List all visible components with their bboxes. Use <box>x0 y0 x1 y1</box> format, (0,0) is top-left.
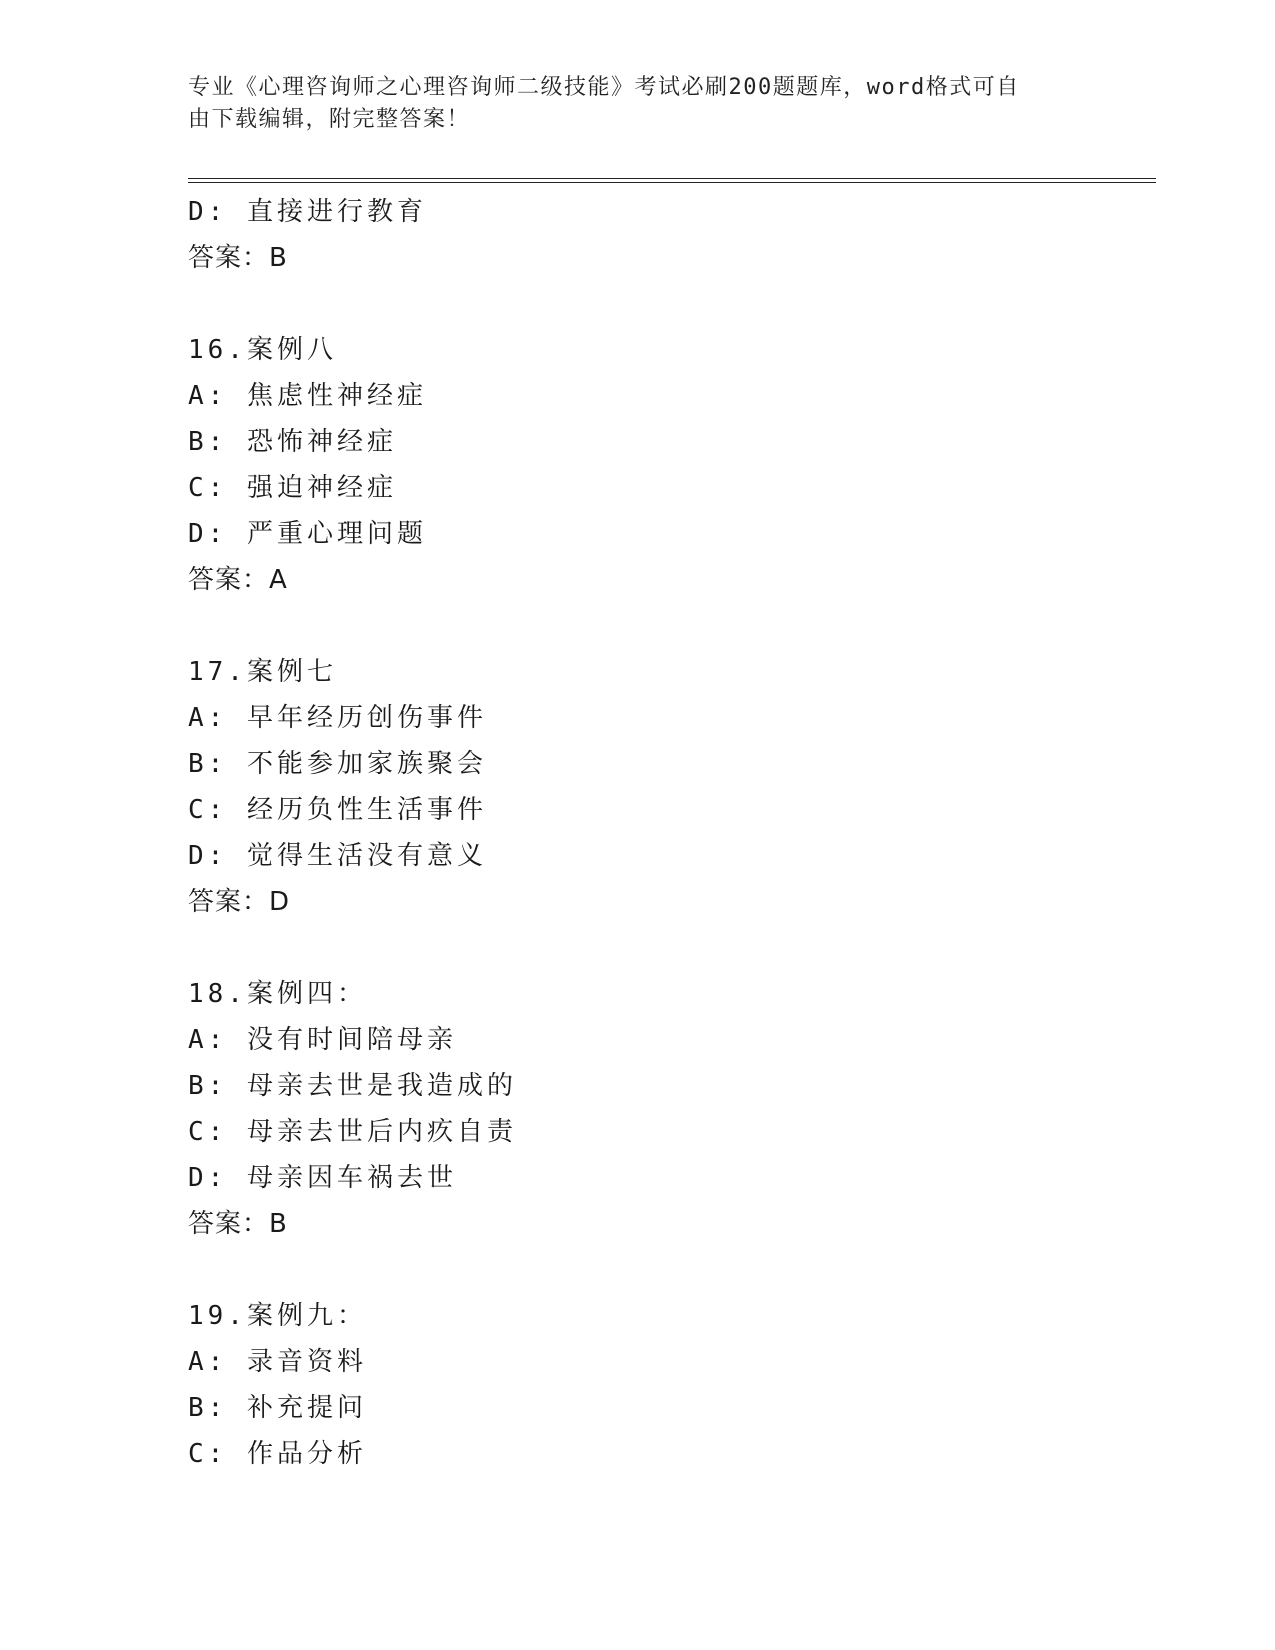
document-header <box>188 72 1068 136</box>
question-list <box>188 189 1088 1477</box>
option-d: D: 直接进行教育 <box>188 197 427 227</box>
question-title: 16.案例八 <box>188 335 337 365</box>
option-b: B: 母亲去世是我造成的 <box>188 1071 517 1101</box>
option-d: D: 觉得生活没有意义 <box>188 841 487 871</box>
header-divider-top <box>188 178 1156 179</box>
header-divider-bottom <box>188 182 1156 183</box>
question-16 <box>188 327 1088 603</box>
answer-line: 答案：B <box>188 243 288 273</box>
option-d: D: 严重心理问题 <box>188 519 427 549</box>
answer-line: 答案：A <box>188 565 288 595</box>
header-line-1: 专业《心理咨询师之心理咨询师二级技能》考试必刷200题题库，word格式可自 <box>188 75 1020 100</box>
question-title: 19.案例九： <box>188 1301 367 1331</box>
header-line-2: 由下载编辑，附完整答案！ <box>188 107 471 132</box>
option-b: B: 不能参加家族聚会 <box>188 749 487 779</box>
question-title: 18.案例四： <box>188 979 367 1009</box>
option-a: A: 录音资料 <box>188 1347 367 1377</box>
answer-line: 答案：D <box>188 887 291 917</box>
option-c: C: 母亲去世后内疚自责 <box>188 1117 517 1147</box>
answer-line: 答案：B <box>188 1209 288 1239</box>
option-c: C: 强迫神经症 <box>188 473 397 503</box>
option-a: A: 没有时间陪母亲 <box>188 1025 457 1055</box>
question-18 <box>188 971 1088 1247</box>
option-a: A: 焦虑性神经症 <box>188 381 427 411</box>
option-d: D: 母亲因车祸去世 <box>188 1163 457 1193</box>
option-a: A: 早年经历创伤事件 <box>188 703 487 733</box>
question-17 <box>188 649 1088 925</box>
option-c: C: 经历负性生活事件 <box>188 795 487 825</box>
option-b: B: 恐怖神经症 <box>188 427 397 457</box>
question-title: 17.案例七 <box>188 657 337 687</box>
option-b: B: 补充提问 <box>188 1393 367 1423</box>
option-c: C: 作品分析 <box>188 1439 367 1469</box>
question-19 <box>188 1293 1088 1477</box>
